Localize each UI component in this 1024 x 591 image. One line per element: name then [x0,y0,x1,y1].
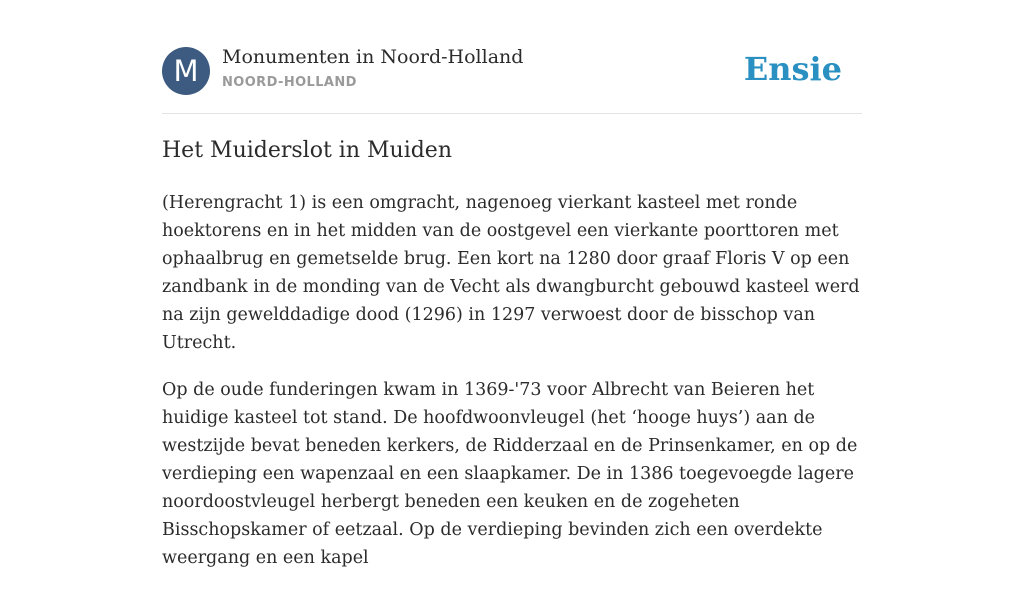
collection-header [162,46,862,114]
brand-logo[interactable]: Ensie [743,50,842,88]
article-title: Het Muiderslot in Muiden [162,138,452,163]
collection-title-link[interactable]: Monumenten in Noord-Holland [222,46,524,68]
header-divider [162,113,862,114]
article-paragraph: (Herengracht 1) is een omgracht, nagenoeg vierkant kasteel met ronde hoektorens en in het midden van de oostgevel een vierkante poorttoren met ophaalbrug en gemetselde brug. Een kort na 1280 door graaf Floris V op een zandbank in de monding van de Vecht als dwangburcht gebouwd kasteel werd na zijn gewelddadige dood (1296) in 1297 verwoest door de bisschop van Utrecht. [162,193,860,353]
collection-avatar[interactable]: M [162,47,210,95]
article-paragraph: Op de oude funderingen kwam in 1369-'73 voor Albrecht van Beieren het huidige kasteel tot stand. De hoofdwoonvleugel (het ‘hooge huys’) aan de westzijde bevat beneden kerkers, de Ridderzaal en de Prinsenkamer, en op de verdieping een wapenzaal en een slaapkamer. De in 1386 toegevoegde lagere noordoostvleugel herbergt beneden een keuken en de zogeheten Bisschopskamer of eetzaal. Op de verdieping bevinden zich een overdekte weergang en een kapel [162,380,858,568]
collection-subtitle: NOORD-HOLLAND [222,75,357,90]
article-body [162,189,862,591]
